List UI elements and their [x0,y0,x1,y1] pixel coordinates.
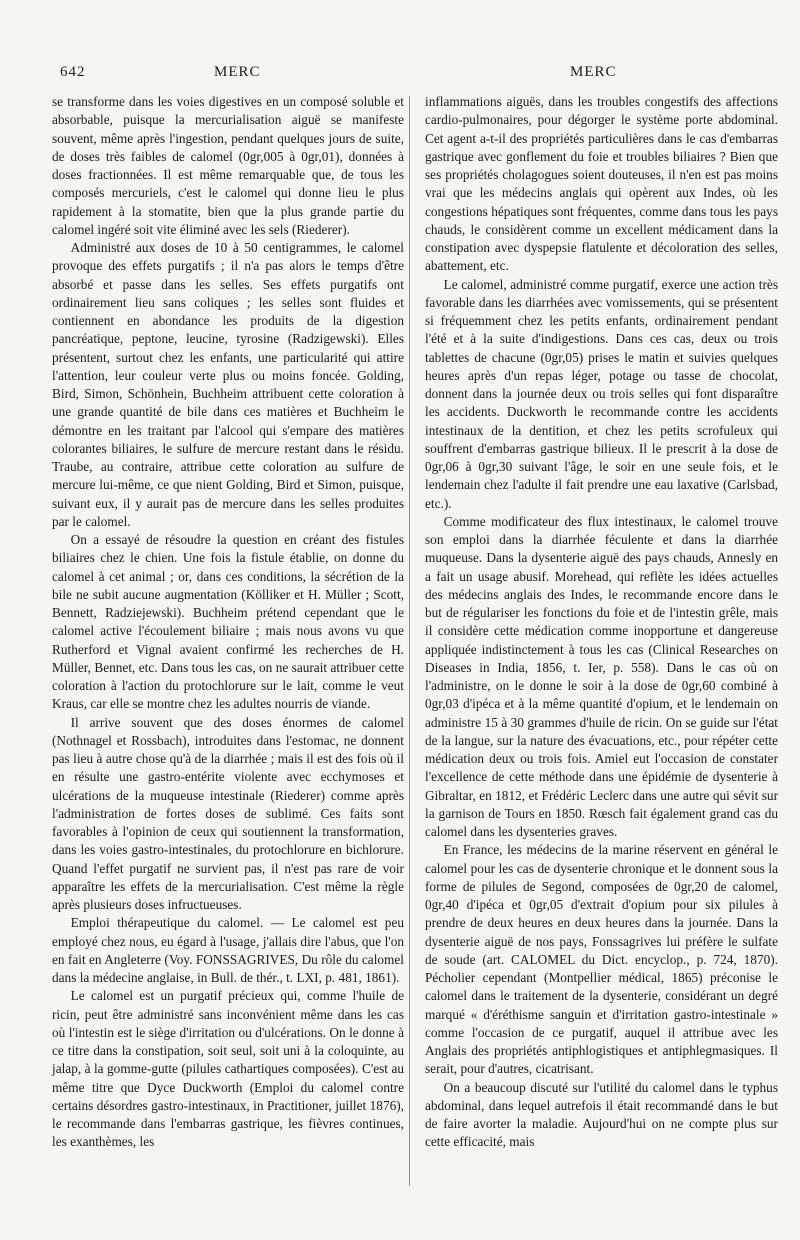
column-divider [409,96,410,1186]
paragraph: Comme modificateur des flux intestinaux, le calomel trouve son emploi dans la diarrhée féculente et dans la diarrhée muqueuse. Dans la dysenterie aiguë des pays chauds, Annesly en a fait un usage abusif. Morehead, qui reflète les idées actuelles des médecins anglais des Indes, le recommande encore dans le but de régulariser les fonctions du foie et de l'intestin grêle, mais il considère cette médication comme inopportune et dangereuse appliquée indistinctement à tous les cas (Clinical Researches on Diseases in India, 1856, t. Ier, p. 558). Dans le cas où on l'administre, on le donne le soir à la dose de 0gr,60 combiné à 0gr,03 d'ipéca et à la même quantité d'opium, et le lendemain on administre 15 à 30 grammes d'huile de ricin. On se guide sur l'état de la langue, sur la nature des évacuations, etc., pour répéter cette médication deux ou trois fois. Amiel eut l'occasion de constater l'excellence de cette méthode dans une épidémie de dysenterie à Gibraltar, en 1812, et Frédéric Leclerc dans une autre qui sévit sur la garnison de Tours en 1850. Rœsch fait également grand cas du calomel dans les dysenteries graves. [425,513,778,839]
paragraph: En France, les médecins de la marine réservent en général le calomel pour les cas de dysenterie chronique et le donnent sous la forme de pilules de Segond, composées de 0gr,20 de calomel, 0gr,40 d'ipéca et 0gr,05 d'extrait d'opium pour six pilules à prendre de deux heures en deux heures dans la journée. Dans la dysenterie aiguë de nos pays, Fonssagrives lui préfère le sulfate de soude (art. CALOMEL du Dict. encyclop., p. 724, 1870). Pécholier cependant (Montpellier médical, 1865) préconise le calomel dans le traitement de la dysenterie, considérant un degré marqué « d'éréthisme sanguin et d'irritation gastro-intestinale » comme l'occasion de ce purgatif, auquel il attribue avec les Anglais des propriétés antiphlogistiques et antiphlegmasiques. Il serait, pour d'autres, cicatrisant. [425,842,778,1077]
paragraph: Emploi thérapeutique du calomel. — Le calomel est peu employé chez nous, eu égard à l'usage, j'allais dire l'abus, que l'on en fait en Angleterre (Voy. FONSSAGRIVES, Du rôle du calomel dans la médecine anglaise, in Bull. de thér., t. LXI, p. 481, 1861). [52,915,404,985]
running-head-left: MERC [214,64,261,80]
paragraph: On a beaucoup discuté sur l'utilité du calomel dans le typhus abdominal, dans lequel autrefois il était recommandé dans le but de faire avorter la maladie. Aujourd'hui on ne compte plus sur cette efficacité, mais [425,1079,778,1150]
paragraph: Le calomel, administré comme purgatif, exerce une action très favorable dans les diarrhées avec vomissements, qui se présentent si fréquemment chez les petits enfants, ordinairement pendant l'été et à la suite d'indigestions. Dans ces cas, deux ou trois tablettes de chacune (0gr,05) prises le matin et suivies quelques heures après d'un repas léger, potage ou tasse de chocolat, donnent dans la journée deux ou trois selles qui font disparaître les accidents. Duckworth le recommande contre les accidents intestinaux de la dentition, et chez les petits scrofuleux qui souffrent d'embarras gastrique bilieux. Il le prescrit à la dose de 0gr,06 à 0gr,30 suivant l'âge, le soir en une seule fois, et le lendemain chez l'adulte il fait prendre une eau laxative (Carlsbad, etc.). [425,276,778,511]
paragraph: Le calomel est un purgatif précieux qui, comme l'huile de ricin, peut être administré sans inconvénient même dans les cas où l'intestin est le siège d'irritation ou d'ulcérations. On le donne à ce titre dans la constipation, soit seul, soit uni à la coloquinte, au jalap, à la gomme-gutte (pilules cathartiques composées). C'est au même titre que Dyce Duckworth (Emploi du calomel contre certains désordres gastro-intestinaux, in Practitioner, juillet 1876), le recommande dans l'embarras gastrique, les fièvres continues, les exanthèmes, les [52,988,404,1150]
paragraph: inflammations aiguës, dans les troubles congestifs des affections cardio-pulmonaires, pour dégorger le système porte abdominal. Cet agent a-t-il des propriétés particulières dans le cas d'embarras gastrique avec gonflement du foie et troubles biliaires ? Bien que ses propriétés cholagogues soient douteuses, il n'en est pas moins vrai que les médecins anglais qui opèrent aux Indes, où les congestions hépatiques sont fréquentes, comme dans tous les pays chauds, le considèrent comme un excellent médicament dans la constipation avec dyspepsie flatulente et décoloration des selles, abattement, etc. [425,94,778,274]
paragraph: On a essayé de résoudre la question en créant des fistules biliaires chez le chien. Une fois la fistule établie, on donne du calomel à cet animal ; or, dans ces conditions, la sécrétion de la bile ne subit aucune augmentation (Kölliker et H. Müller ; Scott, Bennett, Radziejewski). Buchheim prétend cependant que le calomel active l'écoulement biliaire ; mais nous avons vu que Rutherford et Vignal avaient confirmé les recherches de H. Müller, Bennet, etc. Dans tous les cas, on ne saurait attribuer cette coloration à l'action du protochlorure sur le lait, comme le veut Kraus, car elle se montre chez les adultes nourris de viande. [52,532,404,712]
running-head-right: MERC [570,64,617,80]
left-column [52,93,404,1152]
page-header [0,64,800,86]
paragraph: Il arrive souvent que des doses énormes de calomel (Nothnagel et Rossbach), introduites dans l'estomac, ne donnent pas lieu à autre chose qu'à de la diarrhée ; mais il est des fois où il en résulte une gastro-entérite violente avec ecchymoses et ulcérations de la muqueuse intestinale (Riederer) comme après l'administration de fortes doses de sublimé. Ces faits sont favorables à l'opinion de ceux qui soutiennent la transformation, dans les voies gastro-intestinales, du protochlorure en bichlorure. Quand l'effet purgatif ne survient pas, il n'est pas rare de voir apparaître les effets de la mercurialisation. C'est même la règle après plusieurs doses infructueuses. [52,714,404,912]
page-number: 642 [60,64,86,80]
right-column [425,93,778,1152]
paragraph: se transforme dans les voies digestives en un composé soluble et absorbable, puisque la mercurialisation aiguë se manifeste souvent, même après l'ingestion, pendant quelques jours de suite, de doses très faibles de calomel (0gr,005 à 0gr,01), données à doses fractionnées. Il est même remarquable que, de tous les composés mercuriels, c'est le calomel qui donne lieu le plus rapidement à la stomatite, bien que la plus grande partie du calomel ingéré soit vite éliminé avec les sels (Riederer). [52,94,404,237]
paragraph: Administré aux doses de 10 à 50 centigrammes, le calomel provoque des effets purgatifs ; il n'a pas alors le temps d'être absorbé et passe dans les selles. Ses effets purgatifs ont ordinairement lieu sans coliques ; les selles sont fluides et contiennent en abondance les produits de la digestion pancréatique, peptone, leucine, tyrosine (Radzigewski). Elles présentent, surtout chez les enfants, une particularité qui attire l'attention, leur couleur verte plus ou moins foncée. Golding, Bird, Simon, Schönhein, Buchheim attribuent cette coloration à une grande quantité de bile dans ces matières et Buchheim le démontre en les traitant par l'alcool qui s'empare des matières colorantes biliaires, le sulfure de mercure restant dans le résidu. Traube, au contraire, attribue cette coloration au sulfure de mercure lui-même, ce que nient Golding, Bird et Simon, puisque, suivant eux, il y aurait pas de mercure dans les selles produites par le calomel. [52,240,404,529]
